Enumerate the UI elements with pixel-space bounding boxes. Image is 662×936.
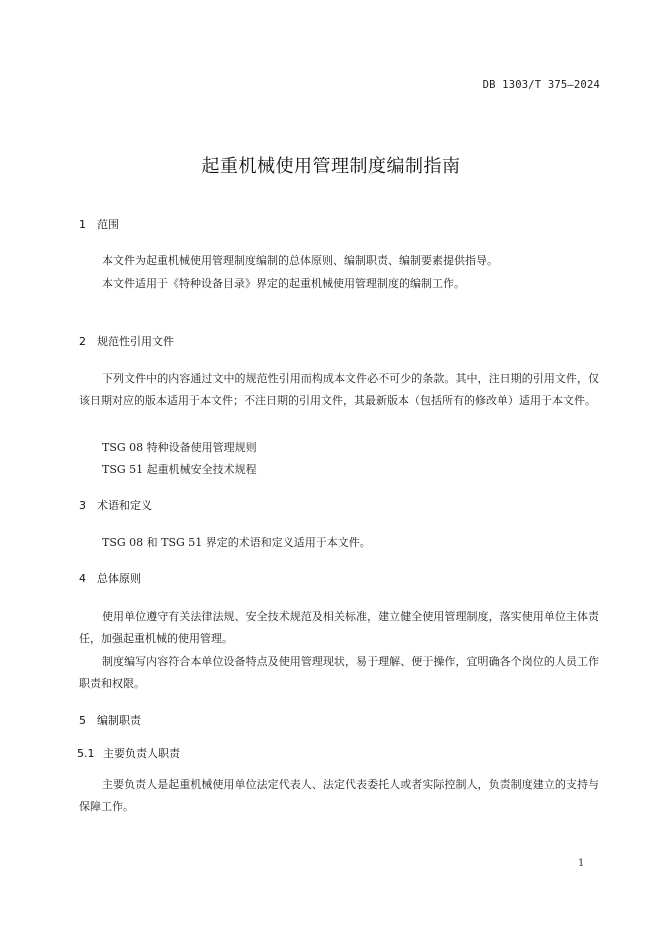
paragraph: 本文件适用于《特种设备目录》界定的起重机械使用管理制度的编制工作。 <box>102 277 465 290</box>
section-5-1-heading <box>77 745 180 761</box>
paragraph: 本文件为起重机械使用管理制度编制的总体原则、编制职责、编制要素提供指导。 <box>102 254 498 267</box>
section-number: 5.1 <box>77 747 95 760</box>
document-code: DB 1303/T 375—2024 <box>482 79 600 91</box>
section-number: 2 <box>79 335 86 348</box>
reference-item: TSG 08 特种设备使用管理规则 <box>102 441 257 454</box>
section-number: 3 <box>79 499 86 512</box>
section-4-heading <box>79 570 141 586</box>
section-number: 5 <box>79 714 86 727</box>
section-title: 主要负责人职责 <box>103 747 180 760</box>
section-number: 4 <box>79 572 86 585</box>
reference-item: TSG 51 起重机械安全技术规程 <box>102 463 257 476</box>
section-title: 范围 <box>97 218 119 231</box>
section-1-heading <box>79 216 119 232</box>
section-5-heading <box>79 712 141 728</box>
page-title: 起重机械使用管理制度编制指南 <box>201 156 461 177</box>
paragraph: 使用单位遵守有关法律法规、安全技术规范及相关标准，建立健全使用管理制度，落实使用单位主体责任，加强起重机械的使用管理。 <box>79 610 599 645</box>
paragraph: TSG 08 和 TSG 51 界定的术语和定义适用于本文件。 <box>102 536 371 549</box>
section-title: 规范性引用文件 <box>97 335 174 348</box>
paragraph: 主要负责人是起重机械使用单位法定代表人、法定代表委托人或者实际控制人，负责制度建立的支持与保障工作。 <box>79 778 599 813</box>
paragraph: 下列文件中的内容通过文中的规范性引用而构成本文件必不可少的条款。其中，注日期的引用文件，仅该日期对应的版本适用于本文件；不注日期的引用文件，其最新版本（包括所有的修改单）适用于本文件。 <box>79 372 599 407</box>
paragraph: 制度编写内容符合本单位设备特点及使用管理现状，易于理解、便于操作，宜明确各个岗位的人员工作职责和权限。 <box>79 655 599 690</box>
section-title: 编制职责 <box>97 714 141 727</box>
section-3-heading <box>79 497 152 513</box>
section-number: 1 <box>79 218 86 231</box>
section-title: 术语和定义 <box>97 499 152 512</box>
section-title: 总体原则 <box>97 572 141 585</box>
page-number: 1 <box>578 858 585 869</box>
section-2-heading <box>79 333 174 349</box>
